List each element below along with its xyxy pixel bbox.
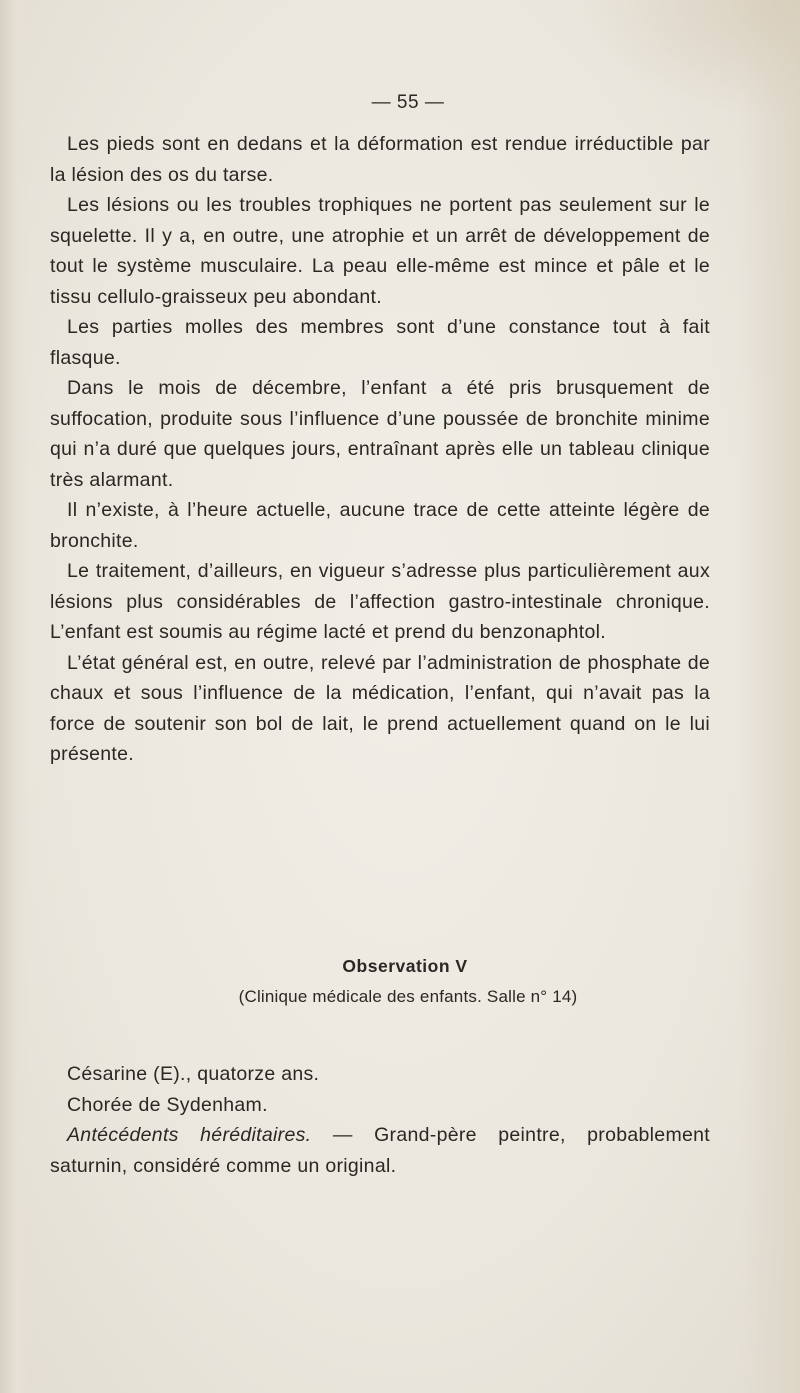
paragraph: Les parties molles des membres sont d’une constance tout à fait flasque.	[50, 316, 710, 369]
page-number: — 55 —	[371, 92, 445, 113]
patient-line: Césarine (E)., quatorze ans.	[67, 1063, 320, 1085]
body-text	[50, 129, 710, 770]
observation-subtitle: (Clinique médicale des enfants. Salle n° 14)	[238, 987, 578, 1006]
page-edge-shadow-left	[0, 0, 28, 1393]
antecedents-text: — Grand-père peintre, probablement saturnin, considéré comme un original.	[50, 1124, 710, 1177]
page-edge-shadow-right	[740, 0, 800, 1393]
observation-title: Observation V	[342, 956, 468, 976]
paragraph: Dans le mois de décembre, l’enfant a été pris brusquement de suffocation, produite sous l’influence d’une poussée de bronchite minime qui n’a duré que quelques jours, entraînant après elle un tableau clinique très alarmant.	[50, 377, 710, 491]
diagnosis-line: Chorée de Sydenham.	[67, 1093, 268, 1116]
antecedents-label: Antécédents héréditaires.	[67, 1124, 312, 1146]
paragraph: Les pieds sont en dedans et la déformation est rendue irréductible par la lésion des os du tarse.	[50, 133, 710, 186]
paragraph: Le traitement, d’ailleurs, en vigueur s’adresse plus particulièrement aux lésions plus considérables de l’affection gastro-intestinale chronique. L’enfant est soumis au régime lacté et prend du benzonaphtol.	[50, 560, 710, 643]
paragraph: Les lésions ou les troubles trophiques ne portent pas seulement sur le squelette. Il y a, en outre, une atrophie et un arrêt de développement de tout le système musculaire. La peau elle-même est mince et pâle et le tissu cellulo-graisseux peu abondant.	[50, 194, 710, 308]
antecedents-paragraph	[50, 1120, 710, 1181]
paragraph: Il n’existe, à l’heure actuelle, aucune trace de cette atteinte légère de bronchite.	[50, 499, 710, 552]
paragraph: L’état général est, en outre, relevé par l’administration de phosphate de chaux et sous l’influence de la médication, l’enfant, qui n’avait pas la force de soutenir son bol de lait, le prend actuellement quand on le lui présente.	[50, 651, 710, 765]
observation-body	[50, 1059, 710, 1181]
